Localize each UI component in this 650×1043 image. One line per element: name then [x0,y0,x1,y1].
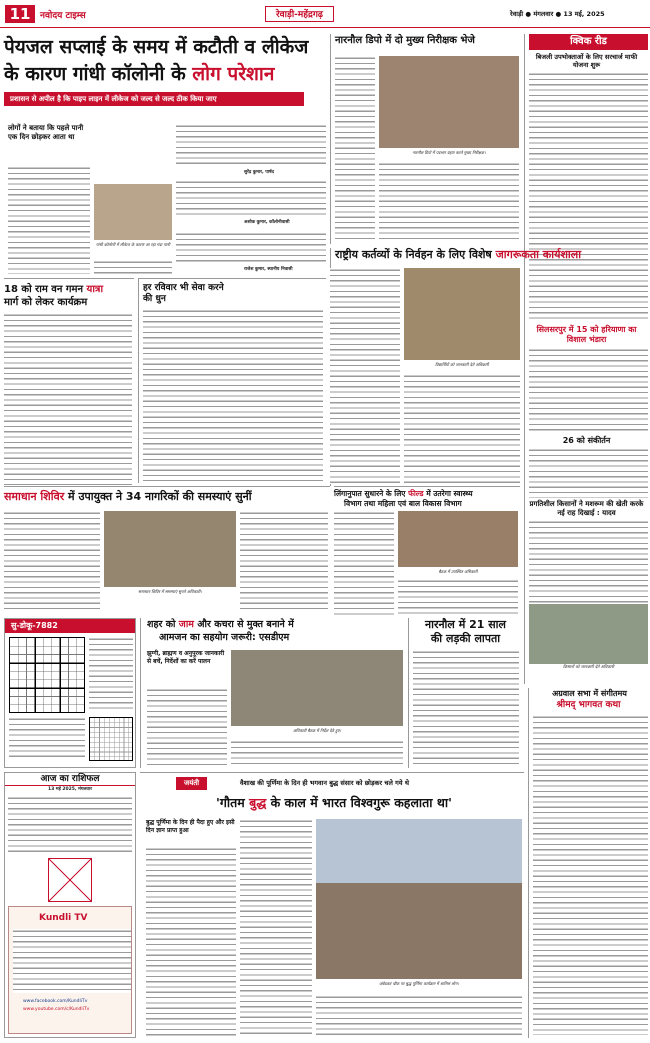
horoscope-date: 13 मई 2025, मंगलवार [48,787,92,792]
lead-headline-1: पेयजल सप्लाई के समय में कटौती व लीकेज [4,36,309,58]
workshop-text-2 [404,374,520,484]
depot-photo [379,56,519,148]
ling-caption: बैठक में उपस्थित अधिकारी [438,569,478,574]
ling-photo [398,511,518,567]
horoscope-text [8,796,132,856]
kundli-brand: Kundli TV [39,913,88,923]
quick-text-3 [529,448,648,498]
jayanti-quote-headline: 'गौतम बुद्ध के काल में भारत विश्वगुरू कहलाता था' [216,795,452,810]
quote2-byline: अशोक कुमार, कॉलोनीवासी [244,220,290,225]
lead-quote1-text [176,124,326,166]
jayanti-text-1 [146,847,236,1037]
workshop-photo [404,268,520,360]
ling-headline-1: लिंगानुपात सुधारने के लिए फील्ड में उतरेगा स्वास्थ्य [334,489,473,498]
agarwal-story [528,688,648,1038]
lead-headline-2: के कारण गांधी कॉलोनी के लोग परेशान [4,63,275,85]
jayanti-subhead: बुद्ध पूर्णिमा के दिन ही पैदा हुए और इसी दिन ज्ञान प्राप्त हुआ [146,819,235,834]
workshop-caption: विद्यार्थियों को जानकारी देते अधिकारी [435,362,489,367]
weekly-text [143,309,323,481]
ling-story [334,486,520,616]
sudoku-notes [9,717,85,761]
kundli-ad [8,906,132,1034]
lead-quote3-text [176,232,326,264]
jayanti-tag: जयंती [176,777,207,790]
jayanti-story [140,772,524,1038]
yatra-headline-1: 18 को राम वन गमन यात्रा [4,284,104,295]
depot-story [330,34,520,244]
girl-story [408,618,522,768]
depot-text [335,56,375,242]
sudoku-box [4,618,136,768]
jam-headline-1: शहर को जाम और कचरा से मुक्त बनाने में [147,619,294,630]
agarwal-headline-2: श्रीमद् भागवत कथा [556,700,621,710]
quick-photo [529,604,648,664]
horoscope-box [4,772,136,1038]
lead-text-col2 [94,260,172,274]
jam-subhead: झुग्गी, ब्राह्मण व अनुपूरक जानकारी से बचें, निर्देशों का करें पालन [147,650,225,665]
jam-text-1 [147,688,227,766]
weekly-story [138,278,326,483]
lead-text-col1 [8,166,90,274]
girl-text [413,650,519,766]
quick-read-label: क्विक रीड [529,34,648,50]
girl-headline-1: नारनौल में 21 साल [425,618,506,631]
lead-side-head: लोगों ने बताया कि पहले पानी एक दिन छोड़कर आता था [8,124,84,141]
city-tag: रेवाड़ी-महेंद्रगढ़ [265,6,334,22]
youtube-link[interactable]: www.youtube.com/c/KundliTv [23,1007,90,1012]
samadhan-caption: समाधान शिविर में समस्याएं सुनते अधिकारी। [138,589,202,594]
quote1-byline: सुरेंद्र कुमार, पार्षद [244,170,274,175]
yatra-text [4,313,132,485]
jam-caption: अधिकारी बैठक में निर्देश देते हुए। [292,728,342,733]
lead-deck: प्रशासन से अपील है कि पाइप लाइन में लीकेज को जल्द से जल्द ठीक किया जाए [4,92,304,106]
yatra-headline-2: मार्ग को लेकर कार्यक्रम [4,297,88,308]
jam-headline-2: आमजन का सहयोग जरूरी: एसडीएम [159,632,290,643]
jayanti-caption: अंबेडकर चौक पर बुद्ध पूर्णिमा कार्यक्रम में शामिल लोग। [379,981,459,986]
paper-name: नवोदय टाइम्स [40,11,86,21]
kundli-text [13,929,131,993]
depot-text-2 [379,162,519,242]
quick-text-1 [529,72,648,322]
ling-text-1 [334,511,394,615]
jam-story [140,618,404,768]
masthead [0,0,650,28]
workshop-headline: राष्ट्रीय कर्तव्यों के निर्वहन के लिए विशेष जागरूकता कार्यशाला [335,248,582,261]
samadhan-text-1 [4,511,100,613]
jayanti-kicker: वैशाख की पूर्णिमा के दिन ही भगवान बुद्ध संसार को छोड़कर चले गये थे [240,779,409,787]
quick-text-2 [529,348,648,434]
samadhan-story [4,486,330,614]
sudoku-grid[interactable] [9,637,85,713]
lead-photo-caption: गांधी कॉलोनी में लीकेज के कारण आ रहा गंदा पानी [95,242,171,247]
samadhan-photo [104,511,236,587]
lead-quote2-text [176,180,326,216]
quick-head-1: बिजली उपभोक्ताओं के लिए सरचार्ज माफी योजना शुरू [535,53,638,69]
facebook-link[interactable]: www.facebook.com/KundliTv [23,999,88,1004]
yatra-story [4,278,134,483]
quick-head-3: 26 को संकीर्तन [562,436,611,445]
jayanti-photo [316,819,522,979]
quick-read-column [524,34,648,684]
workshop-text-1 [330,268,400,484]
quick-text-4 [529,520,648,604]
ling-text-2 [398,579,518,615]
depot-headline: नारनौल डिपो में दो मुख्य निरीक्षक भेजे [335,35,475,46]
sudoku-instructions [89,637,133,713]
sudoku-answer-grid [89,717,133,761]
page-number: 11 [5,5,35,23]
agarwal-text [533,715,648,1035]
dateline: रेवाड़ी ● मंगलवार ● 13 मई, 2025 [510,10,605,18]
depot-caption: नारनौल डिपो में पदभार ग्रहण करते मुख्य निरीक्षक। [412,150,486,155]
jayanti-text-3 [316,995,522,1037]
samadhan-headline: समाधान शिविर में उपायुक्त ने 34 नागरिकों की समस्याएं सुनीं [4,490,252,503]
quote3-byline: राजेश कुमार, स्थानीय निवासी [244,267,293,272]
jam-text-2 [231,740,403,766]
quick-head-2: सिलसरपुर में 15 को हरियाणा का विशाल भंडारा [536,325,637,344]
lead-photo [94,184,172,240]
ling-headline-2: विभाग तथा महिला एवं बाल विकास विभाग [344,499,462,508]
zodiac-chart [48,858,92,902]
jam-photo [231,650,403,726]
sudoku-label: सु-डोकू-7882 [5,619,135,633]
weekly-headline: हर रविवार भी सेवा करने की धुन [143,283,224,304]
samadhan-text-2 [240,511,328,613]
agarwal-headline: अग्रवाल सभा में संगीतमय [552,689,627,698]
jayanti-text-2 [240,819,312,1037]
horoscope-title: आज का राशिफल [5,773,135,786]
lead-story [4,34,326,274]
quick-head-4: प्रगतिशील किसानों ने मशरूम की खेती करके नई राह दिखाई : यादव [529,500,644,517]
quick-photo-caption: किसानों को जानकारी देते अधिकारी [562,664,615,669]
girl-headline-2: की लड़की लापता [430,632,501,645]
